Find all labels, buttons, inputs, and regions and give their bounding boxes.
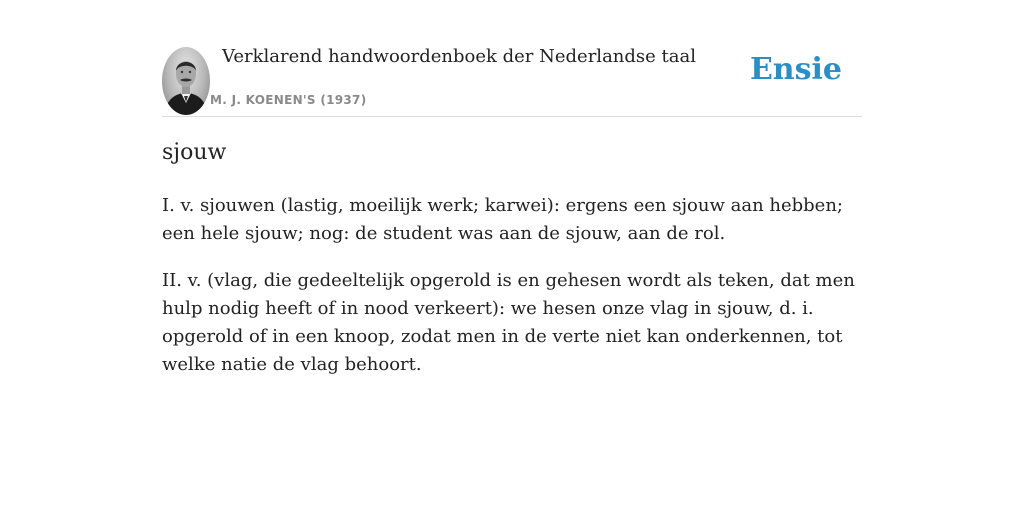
header [162,46,862,117]
definition-1: I. v. sjouwen (lastig, moeilijk werk; karwei): ergens een sjouw aan hebben; een hele sjouw; nog: de student was aan de sjouw, aan de rol. [162,195,843,244]
book-title: Verklarend handwoordenboek der Nederlandse taal [222,46,696,67]
ensie-logo-link[interactable]: Ensie [749,52,842,87]
portrait-drawing [162,47,210,115]
definition-2: II. v. (vlag, die gedeeltelijk opgerold is en gehesen wordt als teken, dat men hulp nodig heeft of in nood verkeert): we hesen onze vlag in sjouw, d. i. opgerold of in een knoop, zodat men in de verte niet kan onderkennen, tot welke natie de vlag behoort. [162,270,855,375]
author-label: M. J. KOENEN'S (1937) [210,93,367,107]
entry-definitions [162,192,862,398]
author-portrait-icon [162,47,210,115]
entry-headword: sjouw [162,140,227,165]
